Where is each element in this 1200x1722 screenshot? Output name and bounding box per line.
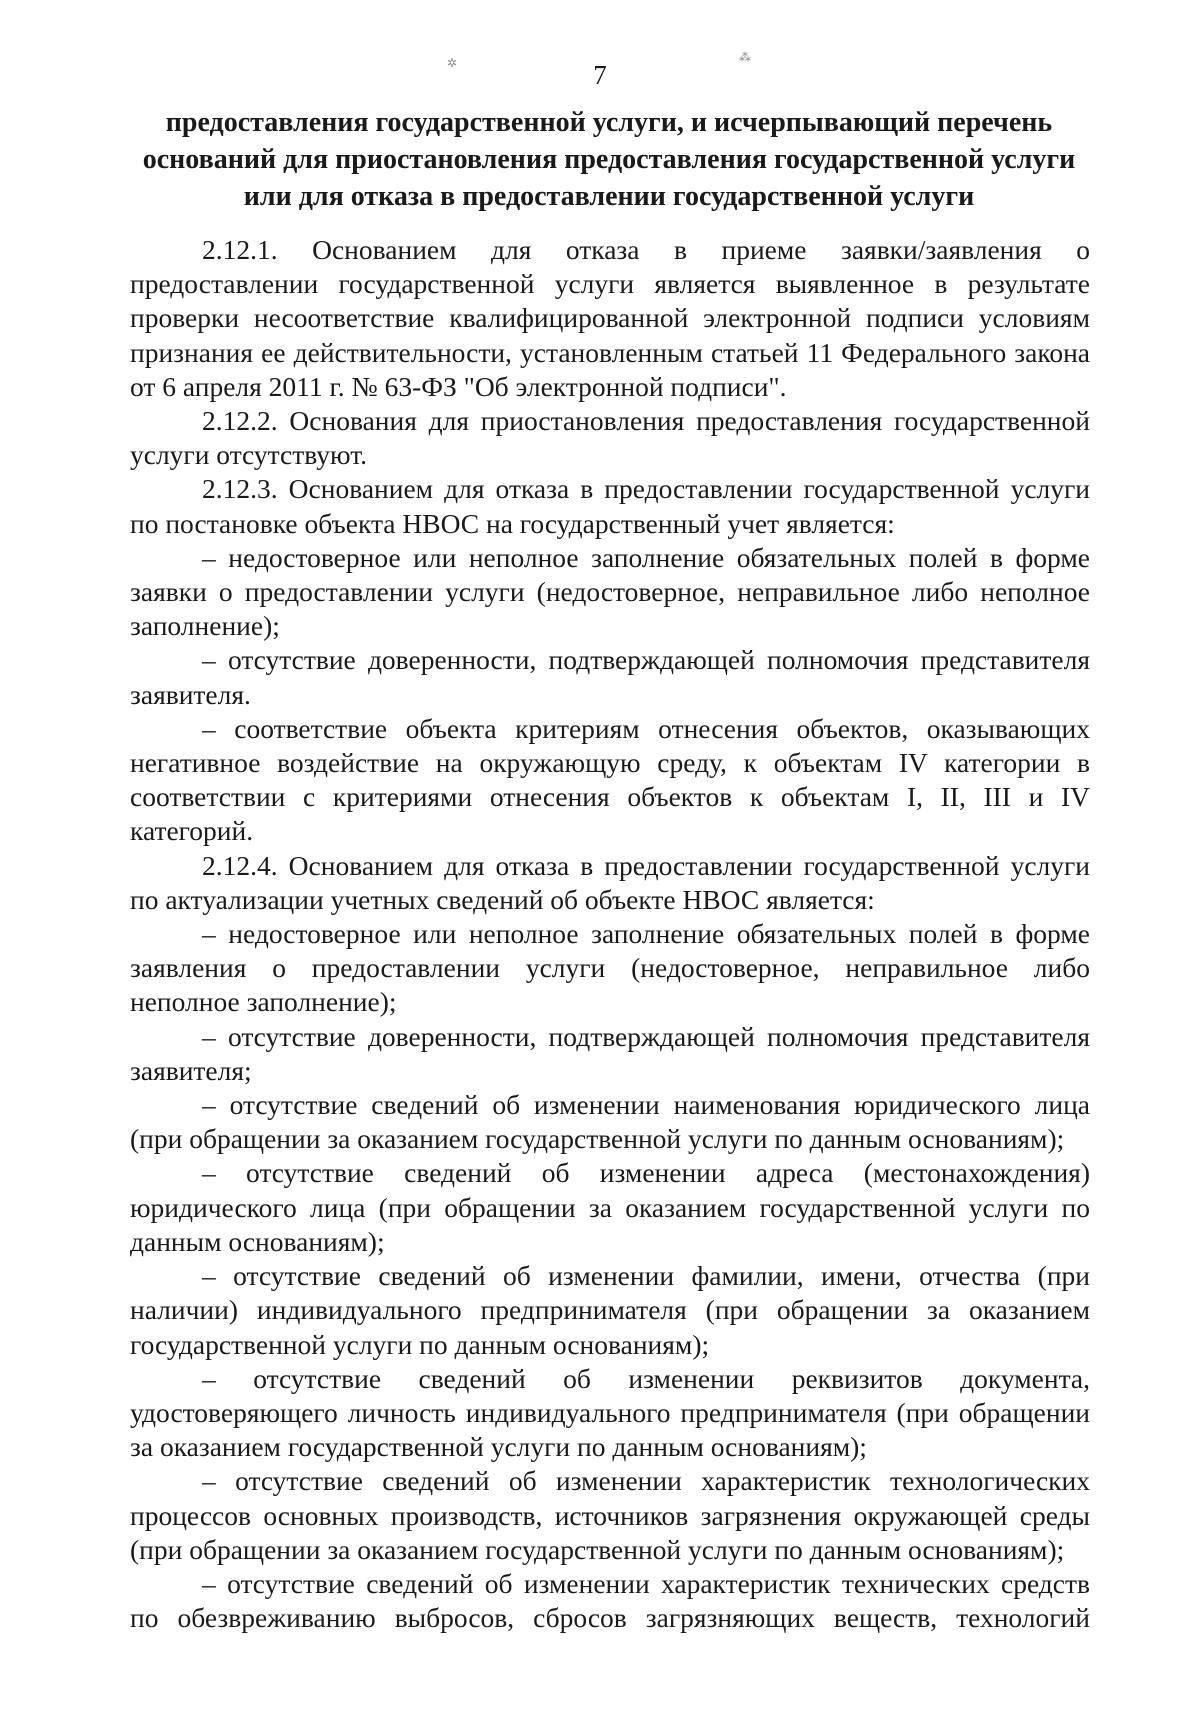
paragraph-2-12-2: 2.12.2. Основания для приостановления предоставления государственной услуги отсутствуют.: [130, 405, 1090, 471]
paragraph-2-12-1: 2.12.1. Основанием для отказа в приеме заявки/заявления о предоставлении государственной услуги является выявленное в результате проверки несоответствие квалифицированной электронной подписи условиям признания ее действительности, установленным статьей 11 Федерального закона от 6 апреля 2011 г. № 63-ФЗ "Об электронной подписи".: [130, 234, 1090, 402]
heading-line: или для отказа в предоставлении государственной услуги: [243, 181, 975, 212]
list-item: – отсутствие сведений об изменении фамилии, имени, отчества (при наличии) индивидуального предпринимателя (при обращении за оказанием государственной услуги по данным основаниям);: [130, 1260, 1090, 1360]
list-item: – отсутствие сведений об изменении характеристик технологических процессов основных производств, источников загрязнения окружающей среды (при обращении за оказанием государственной услуги по данным основаниям);: [130, 1465, 1090, 1565]
list-item: – недостоверное или неполное заполнение обязательных полей в форме заявки о предоставлении услуги (недостоверное, неправильное либо неполное заполнение);: [130, 541, 1090, 642]
list-item: – отсутствие доверенности, подтверждающей полномочия представителя заявителя.: [130, 644, 1090, 710]
list-item: – недостоверное или неполное заполнение обязательных полей в форме заявления о предоставлении услуги (недостоверное, неправильное либо неполное заполнение);: [130, 918, 1090, 1018]
paragraph-2-12-3: 2.12.3. Основанием для отказа в предоставлении государственной услуги по постановке объекта НВОС на государственный учет является:: [130, 473, 1090, 539]
scan-speck: ⁂: [739, 50, 751, 64]
list-item: – отсутствие сведений об изменении адреса (местонахождения) юридического лица (при обращении за оказанием государственной услуги по данным основаниям);: [130, 1157, 1090, 1257]
scan-speck: ✲: [447, 56, 458, 70]
list-item: – отсутствие доверенности, подтверждающей полномочия представителя заявителя;: [130, 1020, 1090, 1086]
heading-line: оснований для приостановления предоставления государственной услуги: [142, 144, 1076, 175]
list-item: – соответствие объекта критериям отнесения объектов, оказывающих негативное воздействие на окружающую среду, к объектам IV категории в соответствии с критериями отнесения объектов к объектам I, II, III и IV категорий.: [130, 712, 1090, 847]
heading-line: предоставления государственной услуги, и исчерпывающий перечень: [165, 107, 1053, 138]
list-item: – отсутствие сведений об изменении характеристик технических средств по обезвреживанию выбросов, сбросов загрязняющих веществ, технологий: [130, 1567, 1090, 1634]
page-number: 7: [593, 60, 607, 90]
list-item: – отсутствие сведений об изменении наименования юридического лица (при обращении за оказанием государственной услуги по данным основаниям);: [130, 1089, 1090, 1155]
list-item: – отсутствие сведений об изменении реквизитов документа, удостоверяющего личность индивидуального предпринимателя (при обращении за оказанием государственной услуги по данным основаниям);: [130, 1362, 1090, 1463]
section-heading: [128, 104, 1090, 215]
paragraph-2-12-4: 2.12.4. Основанием для отказа в предоставлении государственной услуги по актуализации учетных сведений об объекте НВОС является:: [130, 849, 1090, 915]
document-body: [130, 233, 1090, 1635]
